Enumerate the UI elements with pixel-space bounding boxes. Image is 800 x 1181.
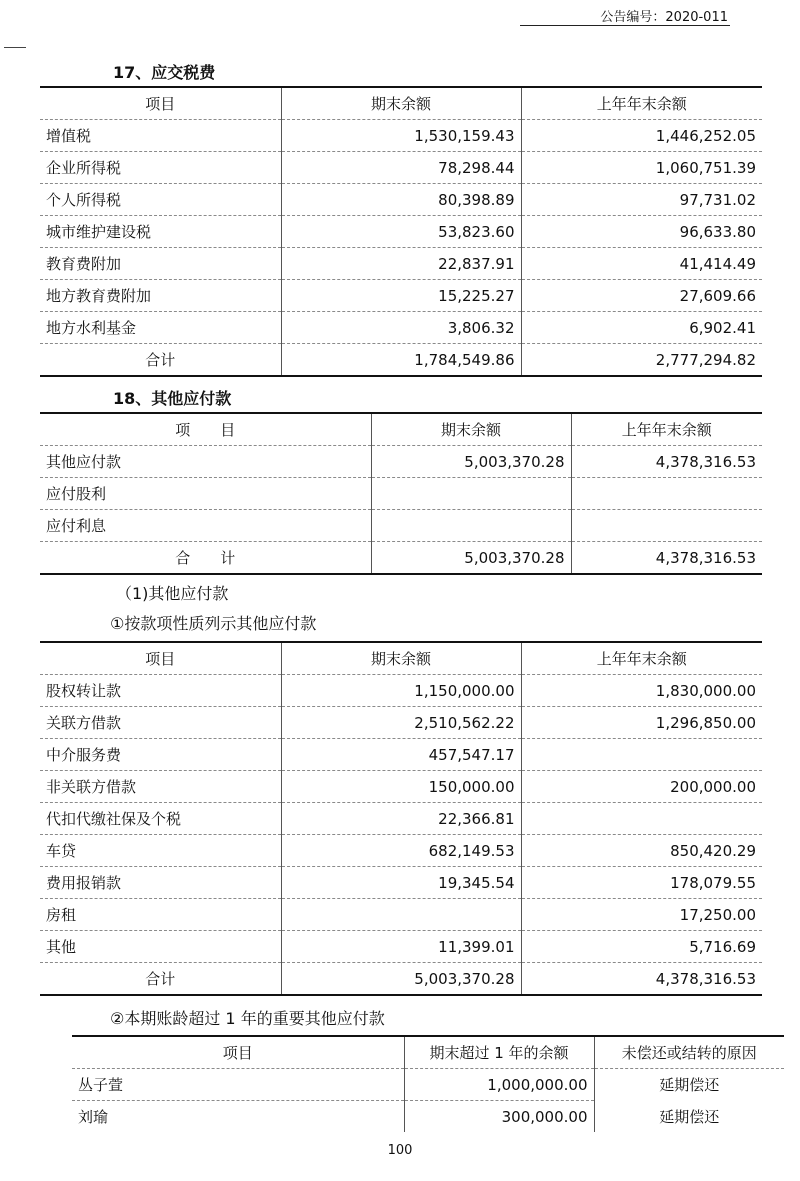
row-label: 非关联方借款 — [40, 771, 281, 803]
table-row — [40, 478, 762, 510]
announcement-number: 公告编号：2020-011 — [600, 10, 728, 25]
total-row — [40, 542, 762, 575]
total-ending: 1,784,549.86 — [281, 344, 521, 377]
margin-mark — [4, 47, 26, 48]
cell-prior — [521, 803, 762, 835]
col-header-prior-year-balance: 上年年末余额 — [521, 87, 762, 120]
cell-ending: 2,510,562.22 — [281, 707, 521, 739]
col-header-item: 项 目 — [40, 413, 371, 446]
section-18-title: 18、其他应付款 — [113, 389, 232, 408]
table-row — [40, 216, 762, 248]
row-label: 企业所得税 — [40, 152, 281, 184]
total-label: 合 计 — [40, 542, 371, 575]
table-row — [40, 867, 762, 899]
col-header-prior-year-balance: 上年年末余额 — [521, 642, 762, 675]
row-label: 其他应付款 — [40, 446, 371, 478]
col-header-item: 项目 — [40, 87, 281, 120]
row-label: 个人所得税 — [40, 184, 281, 216]
cell-prior — [521, 739, 762, 771]
cell-prior: 850,420.29 — [521, 835, 762, 867]
page-number: 100 — [387, 1143, 413, 1158]
cell-prior: 1,060,751.39 — [521, 152, 762, 184]
total-ending: 5,003,370.28 — [371, 542, 571, 575]
cell-ending — [281, 899, 521, 931]
table-header-row — [72, 1036, 784, 1069]
table-row — [40, 184, 762, 216]
cell-ending: 11,399.01 — [281, 931, 521, 963]
row-label: 股权转让款 — [40, 675, 281, 707]
cell-ending: 22,366.81 — [281, 803, 521, 835]
cell-prior: 1,830,000.00 — [521, 675, 762, 707]
cell-prior: 4,378,316.53 — [571, 446, 762, 478]
table-row — [40, 931, 762, 963]
col-header-ending-balance: 期末余额 — [281, 87, 521, 120]
table-row — [40, 248, 762, 280]
row-label: 代扣代缴社保及个税 — [40, 803, 281, 835]
cell-prior: 1,296,850.00 — [521, 707, 762, 739]
cell-prior: 96,633.80 — [521, 216, 762, 248]
table-row — [40, 312, 762, 344]
table-row — [72, 1101, 784, 1133]
table-row — [40, 280, 762, 312]
cell-reason: 延期偿还 — [659, 1107, 720, 1126]
table-row — [40, 707, 762, 739]
col-header-prior-year-balance: 上年年末余额 — [571, 413, 762, 446]
row-label: 刘瑜 — [72, 1101, 404, 1133]
aged-payables-table — [72, 1035, 784, 1132]
cell-ending: 1,530,159.43 — [281, 120, 521, 152]
cell-ending: 1,150,000.00 — [281, 675, 521, 707]
row-label: 中介服务费 — [40, 739, 281, 771]
total-label: 合计 — [40, 963, 281, 996]
cell-prior — [571, 478, 762, 510]
table-header-row — [40, 642, 762, 675]
row-label: 地方水利基金 — [40, 312, 281, 344]
col-header-item: 项目 — [40, 642, 281, 675]
cell-ending: 19,345.54 — [281, 867, 521, 899]
col-header-reason: 未偿还或结转的原因 — [594, 1036, 784, 1069]
row-label: 教育费附加 — [40, 248, 281, 280]
row-label: 关联方借款 — [40, 707, 281, 739]
col-header-item: 项目 — [72, 1036, 404, 1069]
cell-prior: 97,731.02 — [521, 184, 762, 216]
table-header-row — [40, 413, 762, 446]
cell-ending: 53,823.60 — [281, 216, 521, 248]
row-label: 车贷 — [40, 835, 281, 867]
row-label: 应付股利 — [40, 478, 371, 510]
cell-prior — [571, 510, 762, 542]
col-header-ending-balance: 期末余额 — [281, 642, 521, 675]
cell-prior: 27,609.66 — [521, 280, 762, 312]
row-label: 城市维护建设税 — [40, 216, 281, 248]
total-row — [40, 344, 762, 377]
cell-ending: 682,149.53 — [281, 835, 521, 867]
cell-balance: 300,000.00 — [404, 1101, 594, 1133]
cell-ending: 5,003,370.28 — [371, 446, 571, 478]
cell-prior: 200,000.00 — [521, 771, 762, 803]
cell-prior: 5,716.69 — [521, 931, 762, 963]
cell-ending: 150,000.00 — [281, 771, 521, 803]
table-row — [40, 120, 762, 152]
cell-ending: 80,398.89 — [281, 184, 521, 216]
row-label: 应付利息 — [40, 510, 371, 542]
tax-payable-table — [40, 86, 762, 377]
table-row — [40, 739, 762, 771]
row-label: 费用报销款 — [40, 867, 281, 899]
cell-ending: 457,547.17 — [281, 739, 521, 771]
section-17-title: 17、应交税费 — [113, 63, 216, 82]
total-prior: 4,378,316.53 — [571, 542, 762, 575]
cell-ending: 15,225.27 — [281, 280, 521, 312]
table-row — [40, 771, 762, 803]
table-row — [40, 152, 762, 184]
cell-prior: 178,079.55 — [521, 867, 762, 899]
row-label: 房租 — [40, 899, 281, 931]
total-ending: 5,003,370.28 — [281, 963, 521, 996]
header-rule — [520, 25, 730, 26]
other-payables-by-nature-table — [40, 641, 762, 996]
cell-reason: 延期偿还 — [659, 1076, 720, 1095]
cell-ending: 78,298.44 — [281, 152, 521, 184]
table-row — [40, 446, 762, 478]
col-header-balance-over-1yr: 期末超过 1 年的余额 — [404, 1036, 594, 1069]
other-payables-table — [40, 412, 762, 575]
total-prior: 2,777,294.82 — [521, 344, 762, 377]
table-row — [40, 899, 762, 931]
cell-balance: 1,000,000.00 — [404, 1069, 594, 1101]
cell-prior: 17,250.00 — [521, 899, 762, 931]
row-label: 地方教育费附加 — [40, 280, 281, 312]
row-label: 其他 — [40, 931, 281, 963]
cell-prior: 6,902.41 — [521, 312, 762, 344]
table-row — [40, 510, 762, 542]
table-row — [40, 835, 762, 867]
col-header-ending-balance: 期末余额 — [371, 413, 571, 446]
table-row — [72, 1069, 784, 1101]
total-row — [40, 963, 762, 996]
total-label: 合计 — [40, 344, 281, 377]
cell-prior: 1,446,252.05 — [521, 120, 762, 152]
subsection-b-title: ②本期账龄超过 1 年的重要其他应付款 — [110, 1009, 385, 1028]
cell-prior: 41,414.49 — [521, 248, 762, 280]
row-label: 丛子萱 — [72, 1069, 404, 1101]
cell-ending: 22,837.91 — [281, 248, 521, 280]
row-label: 增值税 — [40, 120, 281, 152]
cell-ending: 3,806.32 — [281, 312, 521, 344]
table-header-row — [40, 87, 762, 120]
subsection-1-title: （1)其他应付款 — [116, 584, 229, 603]
table-row — [40, 675, 762, 707]
cell-ending — [371, 510, 571, 542]
subsection-a-title: ①按款项性质列示其他应付款 — [110, 614, 317, 633]
cell-ending — [371, 478, 571, 510]
total-prior: 4,378,316.53 — [521, 963, 762, 996]
table-row — [40, 803, 762, 835]
